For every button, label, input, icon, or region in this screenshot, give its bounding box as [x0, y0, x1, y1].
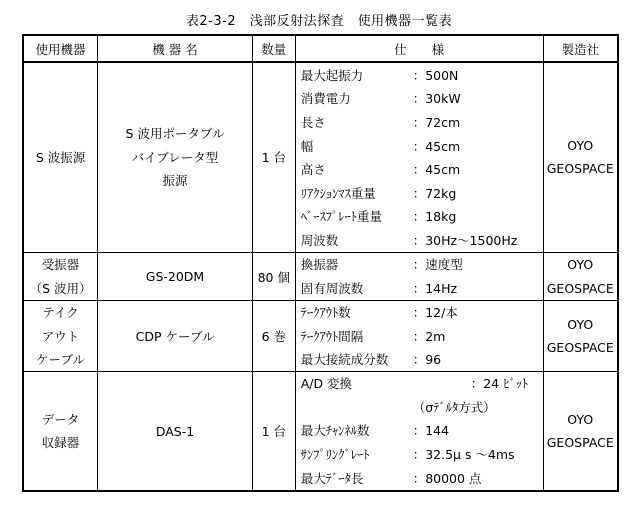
cell-text: （σﾃﾞﾙﾀ方式）: [412, 399, 496, 415]
machine-name-cell: CDP ケーブル: [98, 301, 253, 372]
spec-line: [301, 134, 543, 158]
header-spec: 仕 様: [295, 35, 543, 62]
header-quantity: 数量: [252, 35, 295, 62]
cell-text: OYO: [567, 411, 594, 427]
equipment-cell: [23, 62, 98, 252]
cell-text: GEOSPACE: [546, 435, 614, 451]
spec-line: [301, 301, 543, 324]
equipment-cell: [23, 252, 98, 301]
spec-line: [301, 348, 543, 371]
cell-text: ：30kW: [412, 91, 461, 107]
cell-text: （S 波用）: [29, 280, 92, 296]
cell-text: 長さ: [300, 114, 326, 130]
cell-text: 周波数: [300, 232, 339, 248]
cell-text: A/D 変換: [300, 376, 353, 392]
cell-text: バイブレータ型: [131, 149, 219, 165]
table-title: 表2-3-2 浅部反射法探査 使用機器一覧表: [185, 14, 453, 29]
manufacturer-cell: [543, 301, 618, 372]
cell-text: ：14Hz: [412, 280, 458, 296]
cell-text: 受振器: [41, 256, 80, 272]
spec-line: [301, 372, 543, 396]
quantity-cell: 1 台: [252, 372, 295, 491]
equipment-cell: [23, 372, 98, 491]
header-row: [23, 35, 618, 62]
cell-text: ：45cm: [412, 138, 461, 154]
cell-text: 消費電力: [300, 91, 351, 107]
cell-text: ﾃｰｸｱｳﾄ間隔: [300, 328, 364, 344]
cell-text: ：144: [412, 423, 450, 439]
cell-text: GEOSPACE: [546, 340, 614, 356]
cell-text: 幅: [300, 138, 314, 154]
cell-text: OYO: [567, 316, 594, 332]
cell-text: ：72cm: [412, 114, 461, 130]
cell-text: ：45cm: [412, 162, 461, 178]
cell-text: テイク: [42, 305, 79, 321]
quantity-cell: 1 台: [252, 62, 295, 252]
cell-text: 振源: [162, 173, 188, 189]
table-row: [23, 62, 618, 252]
spec-line: [301, 157, 543, 181]
spec-cell: [295, 301, 543, 372]
manufacturer-cell: [543, 372, 618, 491]
cell-text: 最大ﾃﾞｰﾀ長: [300, 470, 364, 486]
cell-text: ケーブル: [36, 351, 85, 367]
cell-text: GEOSPACE: [546, 280, 614, 296]
quantity-cell: 80 個: [252, 252, 295, 301]
cell-text: ：12/本: [412, 305, 458, 321]
cell-text: ：96: [412, 351, 442, 367]
header-manufacturer: 製造社: [543, 35, 618, 62]
equipment-cell: [23, 301, 98, 372]
cell-text: ﾃｰｸｱｳﾄ数: [300, 305, 351, 321]
spec-line: [301, 110, 543, 134]
header-machine-name: 機 器 名: [98, 35, 253, 62]
spec-line: [301, 63, 543, 87]
cell-text: ﾘｱｸｼｮﾝﾏｽ重量: [300, 185, 376, 201]
cell-text: 最大起振力: [300, 67, 364, 83]
spec-line: [301, 419, 543, 443]
cell-text: ﾍﾞｰｽﾌﾟﾚｰﾄ重量: [300, 209, 382, 225]
cell-text: データ: [41, 411, 80, 427]
cell-text: 固有周波数: [300, 280, 364, 296]
spec-cell: [295, 252, 543, 301]
cell-text: ：24 ﾋﾞｯﾄ: [470, 376, 529, 392]
cell-text: ：80000 点: [412, 470, 482, 486]
manufacturer-cell: [543, 252, 618, 301]
cell-text: ：速度型: [412, 256, 463, 272]
spec-cell: [295, 372, 543, 491]
cell-text: ：2m: [412, 328, 446, 344]
cell-text: ：32.5μ s ～4ms: [412, 447, 515, 463]
table-row: [23, 252, 618, 301]
spec-line: [301, 467, 543, 491]
cell-text: 最大ﾁｬﾝﾈﾙ数: [300, 423, 370, 439]
equipment-table: [22, 34, 619, 492]
spec-line: [301, 253, 543, 277]
cell-text: GEOSPACE: [546, 161, 614, 177]
cell-text: 換振器: [300, 256, 339, 272]
spec-cell: [295, 62, 543, 252]
cell-text: ：18kg: [412, 209, 457, 225]
spec-line: [301, 87, 543, 111]
cell-text: OYO: [567, 137, 594, 153]
cell-text: S 波用ポータブル: [125, 125, 225, 141]
table-row: [23, 301, 618, 372]
header-equipment: 使用機器: [23, 35, 98, 62]
cell-text: 高さ: [300, 162, 326, 178]
spec-line: [301, 205, 543, 229]
cell-text: OYO: [567, 256, 594, 272]
spec-line: [301, 443, 543, 467]
table-row: [23, 372, 618, 491]
cell-text: アウト: [41, 328, 80, 344]
cell-text: ：500N: [412, 67, 459, 83]
cell-text: ：30Hz～1500Hz: [412, 232, 518, 248]
cell-text: 収録器: [41, 435, 80, 451]
machine-name-cell: GS-20DM: [98, 252, 253, 301]
cell-text: S 波振源: [35, 149, 86, 165]
spec-line: [301, 277, 543, 301]
quantity-cell: 6 巻: [252, 301, 295, 372]
cell-text: ：72kg: [412, 185, 457, 201]
spec-line: [301, 181, 543, 205]
machine-name-cell: DAS-1: [98, 372, 253, 491]
machine-name-cell: [98, 62, 253, 252]
spec-line: [301, 228, 543, 252]
manufacturer-cell: [543, 62, 618, 252]
spec-line: [301, 325, 543, 348]
cell-text: 最大接続成分数: [300, 351, 389, 367]
cell-text: ｻﾝﾌﾟﾘﾝｸﾞﾚｰﾄ: [300, 447, 370, 463]
spec-line: [301, 396, 543, 420]
